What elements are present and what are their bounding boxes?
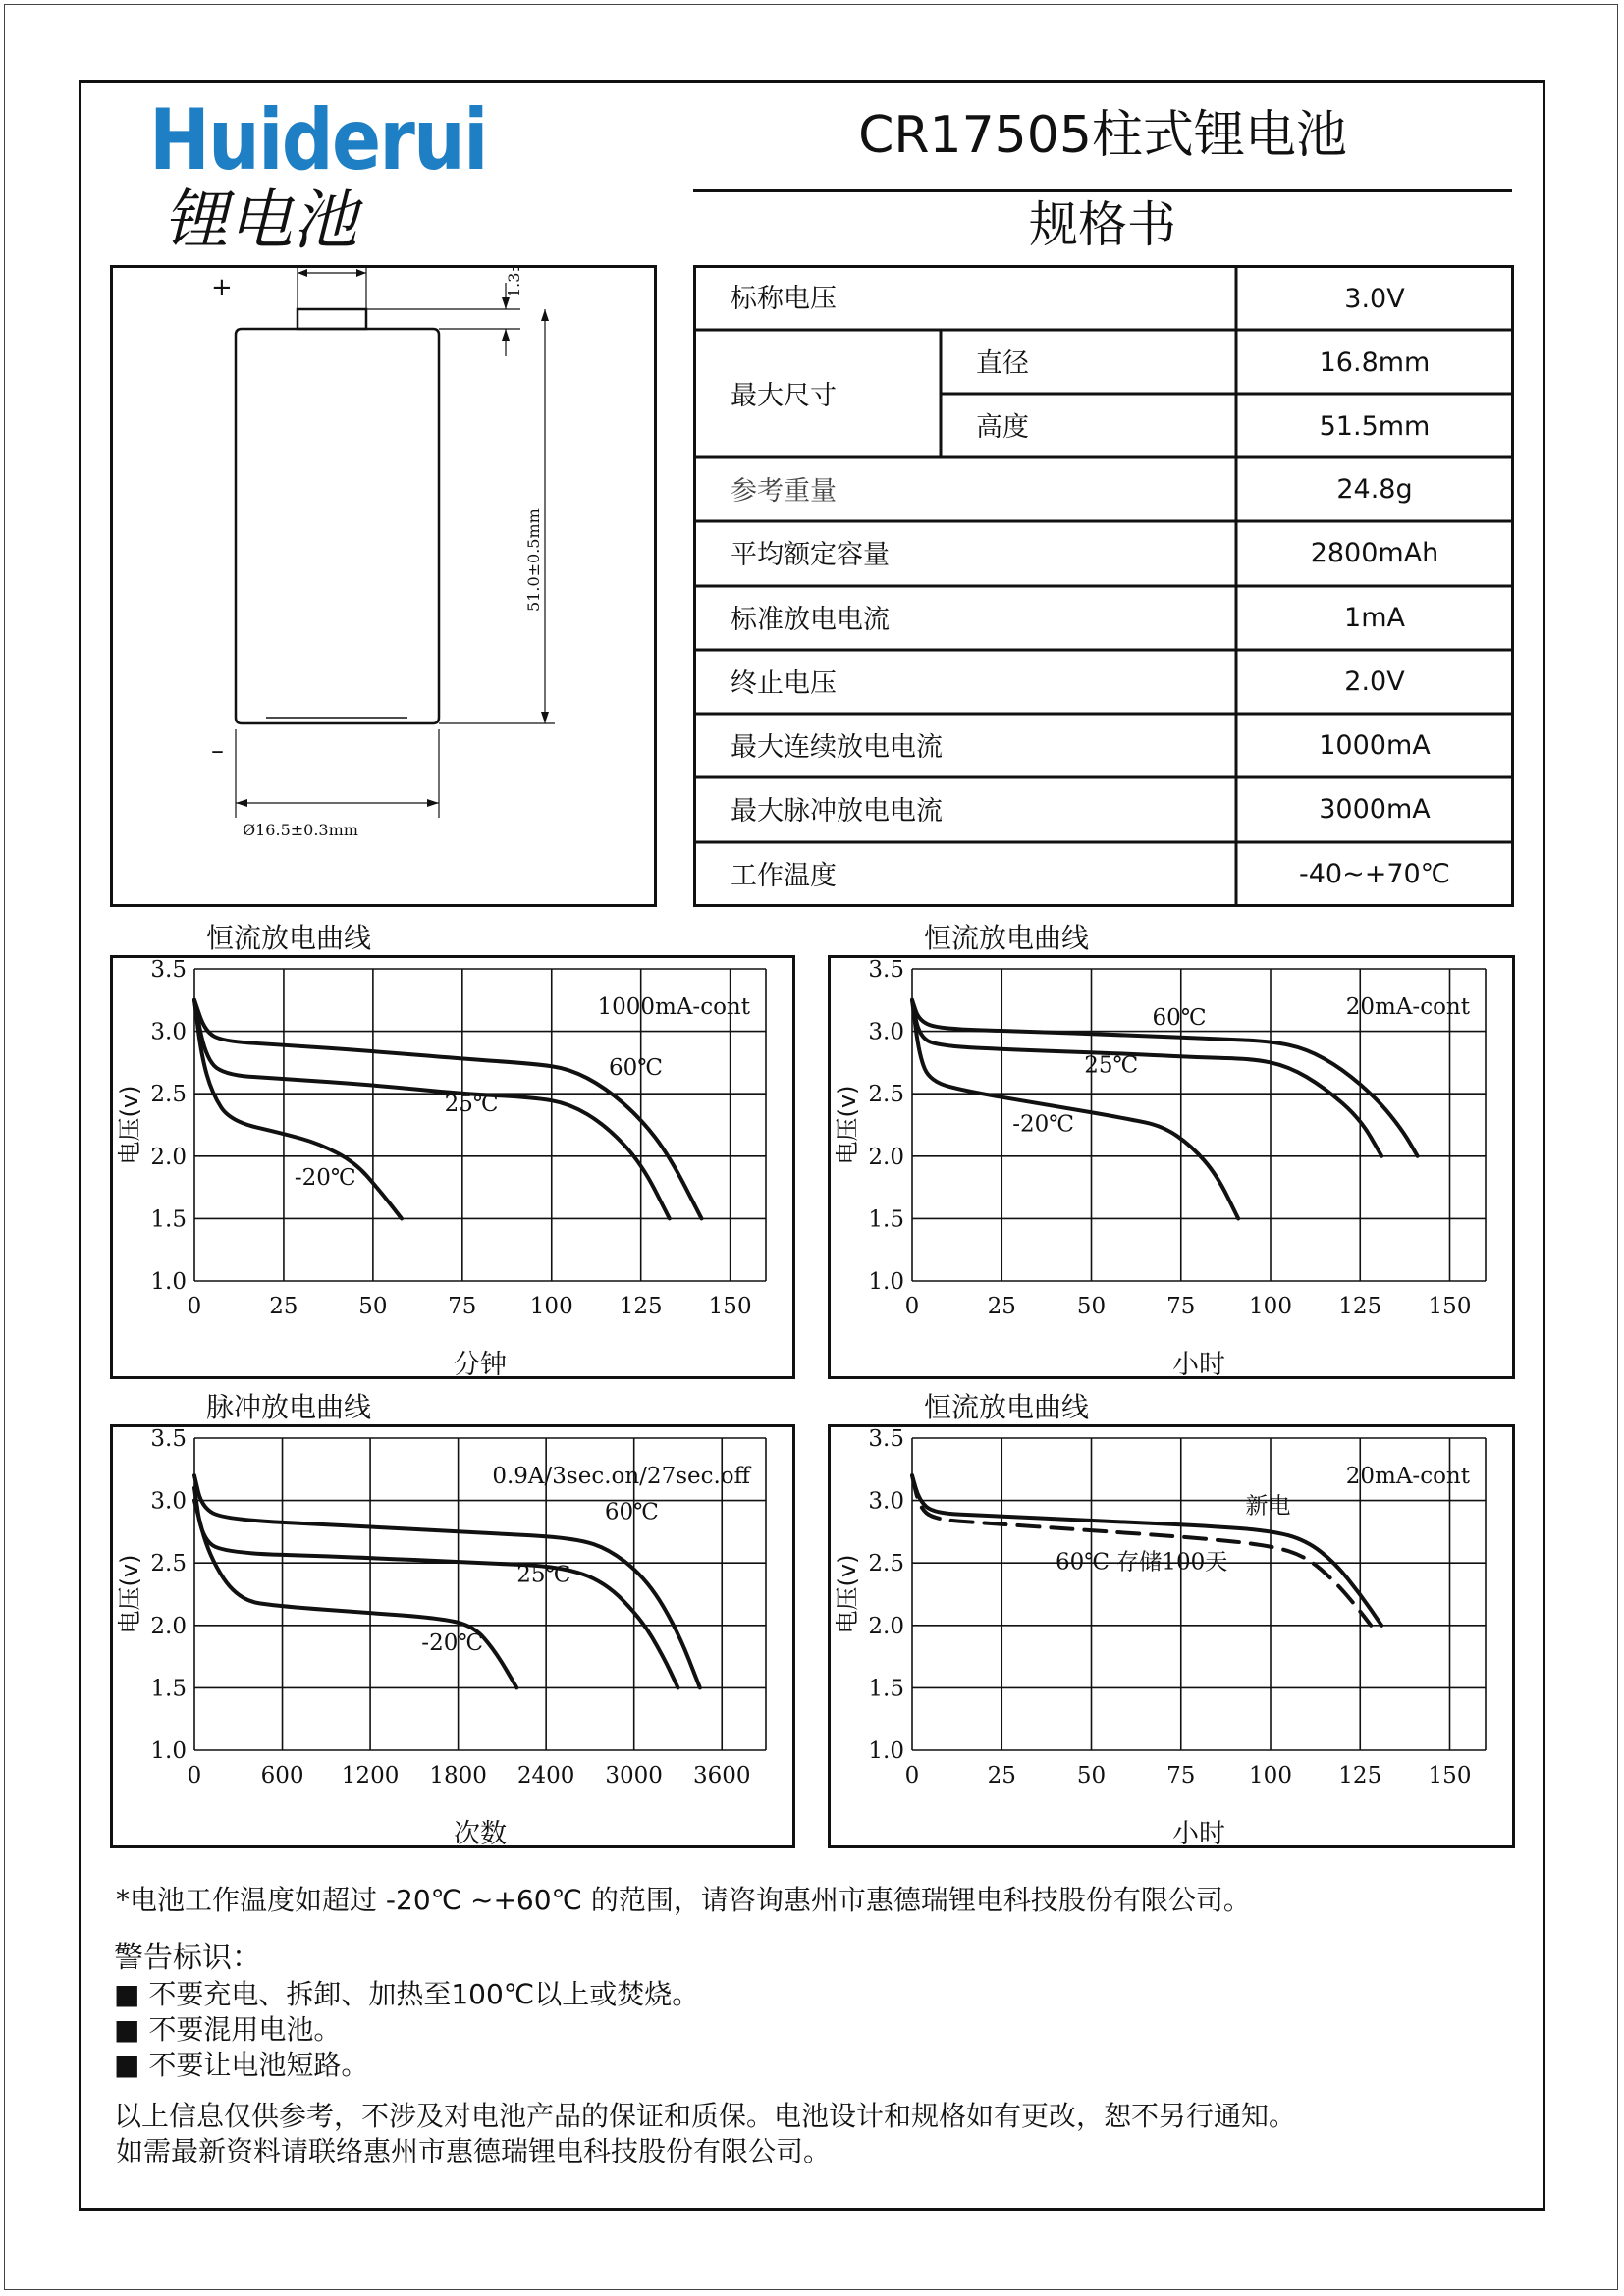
spec-label-max-cont: 最大连续放电电流 [731,732,943,763]
series-line [194,1501,516,1688]
y-tick-label: 3.0 [868,1488,904,1515]
chart-constant-discharge-20ma [828,955,1515,1379]
y-tick-label: 2.5 [150,1551,187,1577]
series-label: 60℃ 存储100天 [1056,1549,1228,1575]
series-label: -20℃ [1012,1111,1074,1138]
dimension-drawing [110,265,657,907]
chart-3-title: 脉冲放电曲线 [206,1391,372,1423]
x-tick-label: 600 [260,1763,304,1789]
x-tick-label: 25 [987,1294,1016,1319]
y-tick-label: 3.5 [150,1426,187,1452]
x-tick-label: 3000 [605,1763,663,1789]
y-tick-label: 3.5 [150,957,187,983]
spec-label-capacity: 平均额定容量 [731,540,890,570]
x-tick-label: 25 [987,1763,1016,1789]
spec-value-nominal-voltage: 3.0V [1344,284,1405,314]
x-axis-label: 次数 [454,1819,507,1848]
x-tick-label: 25 [269,1294,298,1319]
series-label: 25℃ [444,1092,499,1118]
spec-value-weight: 24.8g [1336,474,1413,505]
x-tick-label: 150 [1428,1763,1472,1789]
y-tick-label: 1.5 [150,1206,187,1233]
chart-1-title: 恒流放电曲线 [206,922,372,954]
chart-annotation: 20mA-cont [1345,1464,1470,1489]
y-tick-label: 2.5 [868,1551,904,1577]
x-tick-label: 1800 [429,1763,487,1789]
temperature-note: *电池工作温度如超过 -20℃ ~+60℃ 的范围，请咨询惠州市惠德瑞锂电科技股份有限公司。 [116,1884,1251,1916]
x-tick-label: 125 [1338,1294,1382,1319]
y-tick-label: 2.0 [868,1613,904,1639]
x-tick-label: 125 [619,1294,663,1319]
spec-label-max-pulse: 最大脉冲放电电流 [731,796,943,827]
spec-value-cutoff: 2.0V [1344,667,1405,697]
y-tick-label: 2.5 [868,1082,904,1108]
series-label: 新电 [1245,1493,1291,1520]
disclaimer-line-1: 以上信息仅供参考，不涉及对电池产品的保证和质保。电池设计和规格如有更改，恕不另行通知。 [114,2100,1297,2132]
y-tick-label: 1.0 [150,1269,187,1295]
y-axis-label: 电压(v) [834,1085,861,1165]
x-tick-label: 50 [358,1294,388,1319]
y-tick-label: 1.0 [150,1738,187,1764]
positive-terminal-label: + [211,273,233,302]
x-tick-label: 0 [187,1294,202,1319]
spec-table [693,265,1514,907]
battery-body [236,329,439,723]
y-axis-label: 电压(v) [834,1554,861,1634]
y-tick-label: 2.0 [150,1144,187,1170]
x-tick-label: 75 [448,1294,477,1319]
y-tick-label: 1.5 [868,1676,904,1702]
warning-item-3: ■ 不要让电池短路。 [114,2049,369,2081]
document-title: CR17505柱式锂电池 [858,106,1347,165]
x-tick-label: 150 [708,1294,752,1319]
negative-terminal-label: – [211,736,224,766]
spec-label-height: 高度 [976,412,1029,443]
warning-item-1: ■ 不要充电、拆卸、加热至100℃以上或焚烧。 [114,1978,700,2010]
spec-value-height: 51.5mm [1319,411,1431,442]
y-axis-label: 电压(v) [116,1554,143,1634]
x-tick-label: 1200 [341,1763,400,1789]
spec-value-temp: -40~+70℃ [1298,859,1451,889]
spec-label-nominal-voltage: 标称电压 [731,284,837,314]
x-tick-label: 0 [904,1294,920,1319]
chart-2-title: 恒流放电曲线 [924,922,1090,954]
y-tick-label: 2.0 [150,1613,187,1639]
series-line [194,1000,670,1219]
y-tick-label: 2.5 [150,1082,187,1108]
x-tick-label: 0 [904,1763,920,1789]
x-tick-label: 75 [1166,1294,1196,1319]
y-tick-label: 2.0 [868,1144,904,1170]
x-tick-label: 50 [1076,1294,1107,1319]
spec-value-std-current: 1mA [1344,603,1405,633]
chart-annotation: 0.9A/3sec.on/27sec.off [492,1464,750,1489]
x-axis-label: 分钟 [454,1350,507,1379]
warning-item-2: ■ 不要混用电池。 [114,2013,342,2046]
x-tick-label: 3600 [692,1763,751,1789]
y-tick-label: 1.0 [868,1738,904,1764]
brand-logo-subtitle: 锂电池 [163,183,357,258]
y-tick-label: 1.5 [150,1676,187,1702]
y-tick-label: 3.5 [868,957,904,983]
y-tick-label: 3.0 [150,1019,187,1045]
series-line [912,1000,1381,1156]
spec-value-max-pulse: 3000mA [1319,794,1431,825]
x-axis-label: 小时 [1172,1350,1225,1379]
spec-label-max-size: 最大尺寸 [731,381,837,411]
title-divider [693,189,1512,192]
y-tick-label: 3.0 [150,1488,187,1515]
x-tick-label: 100 [1249,1294,1292,1319]
chart-constant-discharge-1000ma [110,955,795,1379]
chart-annotation: 1000mA-cont [597,994,750,1020]
x-tick-label: 100 [529,1294,573,1319]
spec-value-diameter: 16.8mm [1319,347,1431,378]
spec-label-std-current: 标准放电电流 [731,605,890,635]
chart-annotation: 20mA-cont [1345,994,1470,1020]
x-tick-label: 50 [1076,1763,1107,1789]
x-tick-label: 150 [1428,1294,1472,1319]
brand-logo: Huiderui [149,91,487,189]
chart-storage-discharge [828,1424,1515,1848]
x-tick-label: 2400 [516,1763,575,1789]
y-tick-label: 1.0 [868,1269,904,1295]
spec-label-temp: 工作温度 [731,861,837,891]
positive-cap [298,309,366,329]
x-tick-label: 0 [187,1763,202,1789]
battery-drawing-svg [113,268,654,904]
series-label: 60℃ [1152,1005,1207,1032]
y-tick-label: 3.5 [868,1426,904,1452]
y-tick-label: 1.5 [868,1206,904,1233]
x-tick-label: 125 [1338,1763,1382,1789]
spec-label-diameter: 直径 [976,348,1029,379]
chart-4-title: 恒流放电曲线 [924,1391,1090,1423]
x-tick-label: 100 [1249,1763,1292,1789]
series-label: -20℃ [294,1165,356,1192]
chart-pulse-discharge [110,1424,795,1848]
dim-body-diameter: Ø16.5±0.3mm [243,821,358,839]
dim-body-height: 51.0±0.5mm [524,508,543,612]
document-subtitle: 规格书 [1029,196,1176,253]
spec-label-weight: 参考重量 [731,476,837,507]
x-tick-label: 75 [1166,1763,1196,1789]
series-label: -20℃ [421,1630,484,1657]
dim-cap-height [505,268,523,297]
disclaimer-line-2: 如需最新资料请联络惠州市惠德瑞锂电科技股份有限公司。 [116,2135,832,2167]
spec-value-max-cont: 1000mA [1319,730,1431,761]
x-axis-label: 小时 [1172,1819,1225,1848]
spec-table-grid [693,265,1514,907]
series-label: 25℃ [1084,1052,1139,1079]
warning-title: 警告标识： [114,1941,261,1975]
series-label: 25℃ [516,1562,571,1588]
series-label: 60℃ [608,1055,663,1082]
series-label: 60℃ [604,1499,659,1525]
y-tick-label: 3.0 [868,1019,904,1045]
spec-label-cutoff: 终止电压 [731,668,837,699]
y-axis-label: 电压(v) [116,1085,143,1165]
spec-value-capacity: 2800mAh [1310,538,1439,568]
